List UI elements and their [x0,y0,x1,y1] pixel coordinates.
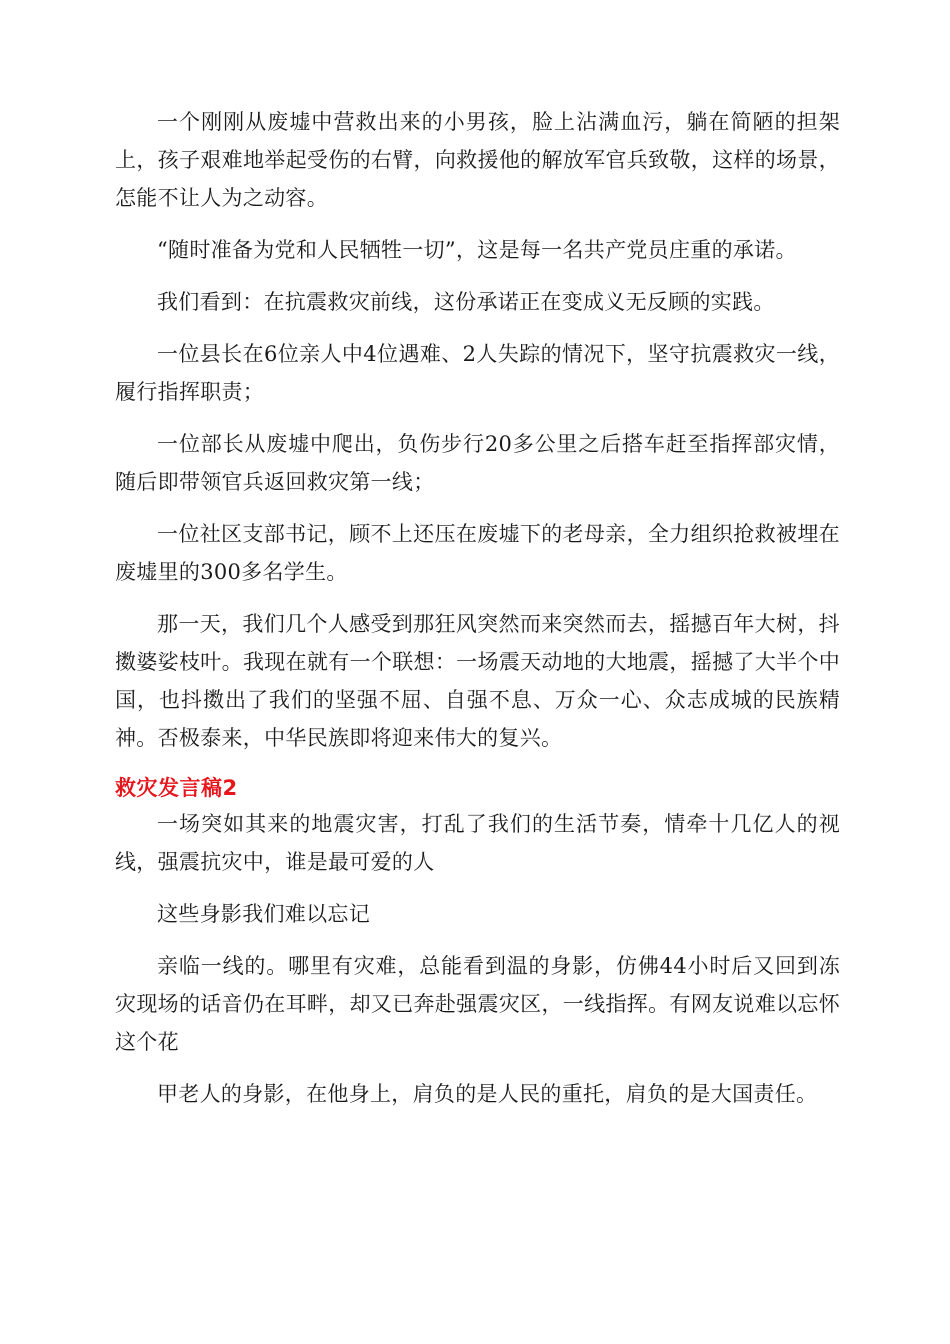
paragraph: 一位社区支部书记，顾不上还压在废墟下的老母亲，全力组织抢救被埋在废墟里的300多名学生。 [115,522,840,584]
section-heading: 救灾发言稿2 [115,776,238,800]
paragraph: 甲老人的身影，在他身上，肩负的是人民的重托，肩负的是大国责任。 [157,1082,818,1106]
paragraph: 一场突如其来的地震灾害，打乱了我们的生活节奏，情牵十几亿人的视线，强震抗灾中，谁是最可爱的人 [115,812,840,874]
paragraph: 一个刚刚从废墟中营救出来的小男孩，脸上沾满血污，躺在简陋的担架上，孩子艰难地举起受伤的右臂，向救援他的解放军官兵致敬，这样的场景，怎能不让人为之动容。 [115,110,840,210]
paragraph: 这些身影我们难以忘记 [157,902,370,926]
paragraph: 一位部长从废墟中爬出，负伤步行20多公里之后搭车赶至指挥部灾情，随后即带领官兵返回救灾第一线； [115,432,840,494]
paragraph: 那一天，我们几个人感受到那狂风突然而来突然而去，摇撼百年大树，抖擞婆娑枝叶。我现在就有一个联想：一场震天动地的大地震，摇撼了大半个中国，也抖擞出了我们的坚强不屈、自强不息、万众一心、众志成城的民族精神。否极泰来，中华民族即将迎来伟大的复兴。 [115,612,840,750]
paragraph: 一位县长在6位亲人中4位遇难、2人失踪的情况下，坚守抗震救灾一线，履行指挥职责； [115,342,840,404]
paragraph: 我们看到：在抗震救灾前线，这份承诺正在变成义无反顾的实践。 [157,290,775,314]
paragraph: 亲临一线的。哪里有灾难，总能看到温的身影，仿佛44小时后又回到冻灾现场的话音仍在耳畔，却又已奔赴强震灾区，一线指挥。有网友说难以忘怀这个花 [115,954,840,1054]
document-body [115,103,840,1127]
paragraph: “随时准备为党和人民牺牲一切”，这是每一名共产党员庄重的承诺。 [157,238,797,262]
